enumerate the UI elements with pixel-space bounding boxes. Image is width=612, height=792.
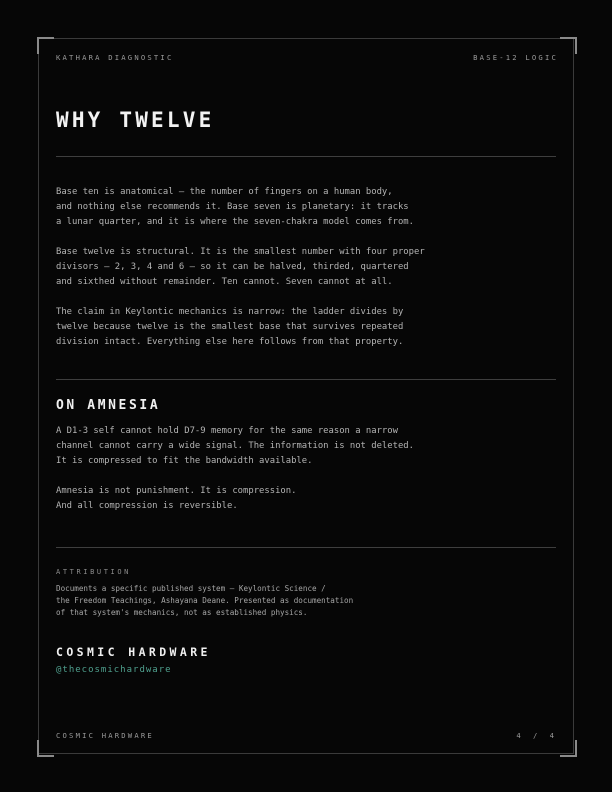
body-paragraph: Base ten is anatomical — the number of fingers on a human body, and nothing else recommends it. Base seven is planetary: it tracks a lunar quarter, and it is where the seven-chakra model comes from. — [56, 187, 414, 227]
corner-bracket-bottom-left — [37, 740, 54, 757]
corner-bracket-top-left — [37, 37, 54, 54]
section-heading: ON AMNESIA — [56, 398, 161, 413]
page-number: 4 / 4 — [516, 731, 558, 740]
footer-label: COSMIC HARDWARE — [56, 731, 154, 740]
brand-handle-link[interactable]: @thecosmichardware — [56, 665, 172, 675]
body-paragraph: The claim in Keylontic mechanics is narrow: the ladder divides by twelve because twelve is the smallest base that survives repeated division intact. Everything else here follows from that property. — [56, 307, 404, 347]
page-title: WHY TWELVE — [56, 108, 215, 132]
corner-bracket-bottom-right — [560, 740, 577, 757]
brand-name: COSMIC HARDWARE — [56, 645, 211, 659]
divider — [56, 379, 556, 380]
body-paragraph: Base twelve is structural. It is the smallest number with four proper divisors — 2, 3, 4 and 6 — so it can be halved, thirded, quartered and sixthed without remainder. Ten cannot. Seven cannot at all. — [56, 247, 425, 287]
header-left-label: KATHARA DIAGNOSTIC — [56, 53, 174, 62]
divider — [56, 547, 556, 548]
attribution-label: ATTRIBUTION — [56, 568, 131, 576]
body-paragraph: A D1-3 self cannot hold D7-9 memory for the same reason a narrow channel cannot carry a wide signal. The information is not deleted. It is compressed to fit the bandwidth available. — [56, 426, 414, 466]
header-right-label: BASE-12 LOGIC — [473, 53, 558, 62]
body-paragraph: Amnesia is not punishment. It is compression. And all compression is reversible. — [56, 486, 297, 511]
corner-bracket-top-right — [560, 37, 577, 54]
attribution-text: Documents a specific published system — Keylontic Science / the Freedom Teachings, Ashayana Deane. Presented as documentation of that system's mechanics, not as established physics. — [56, 584, 354, 617]
divider — [56, 156, 556, 157]
